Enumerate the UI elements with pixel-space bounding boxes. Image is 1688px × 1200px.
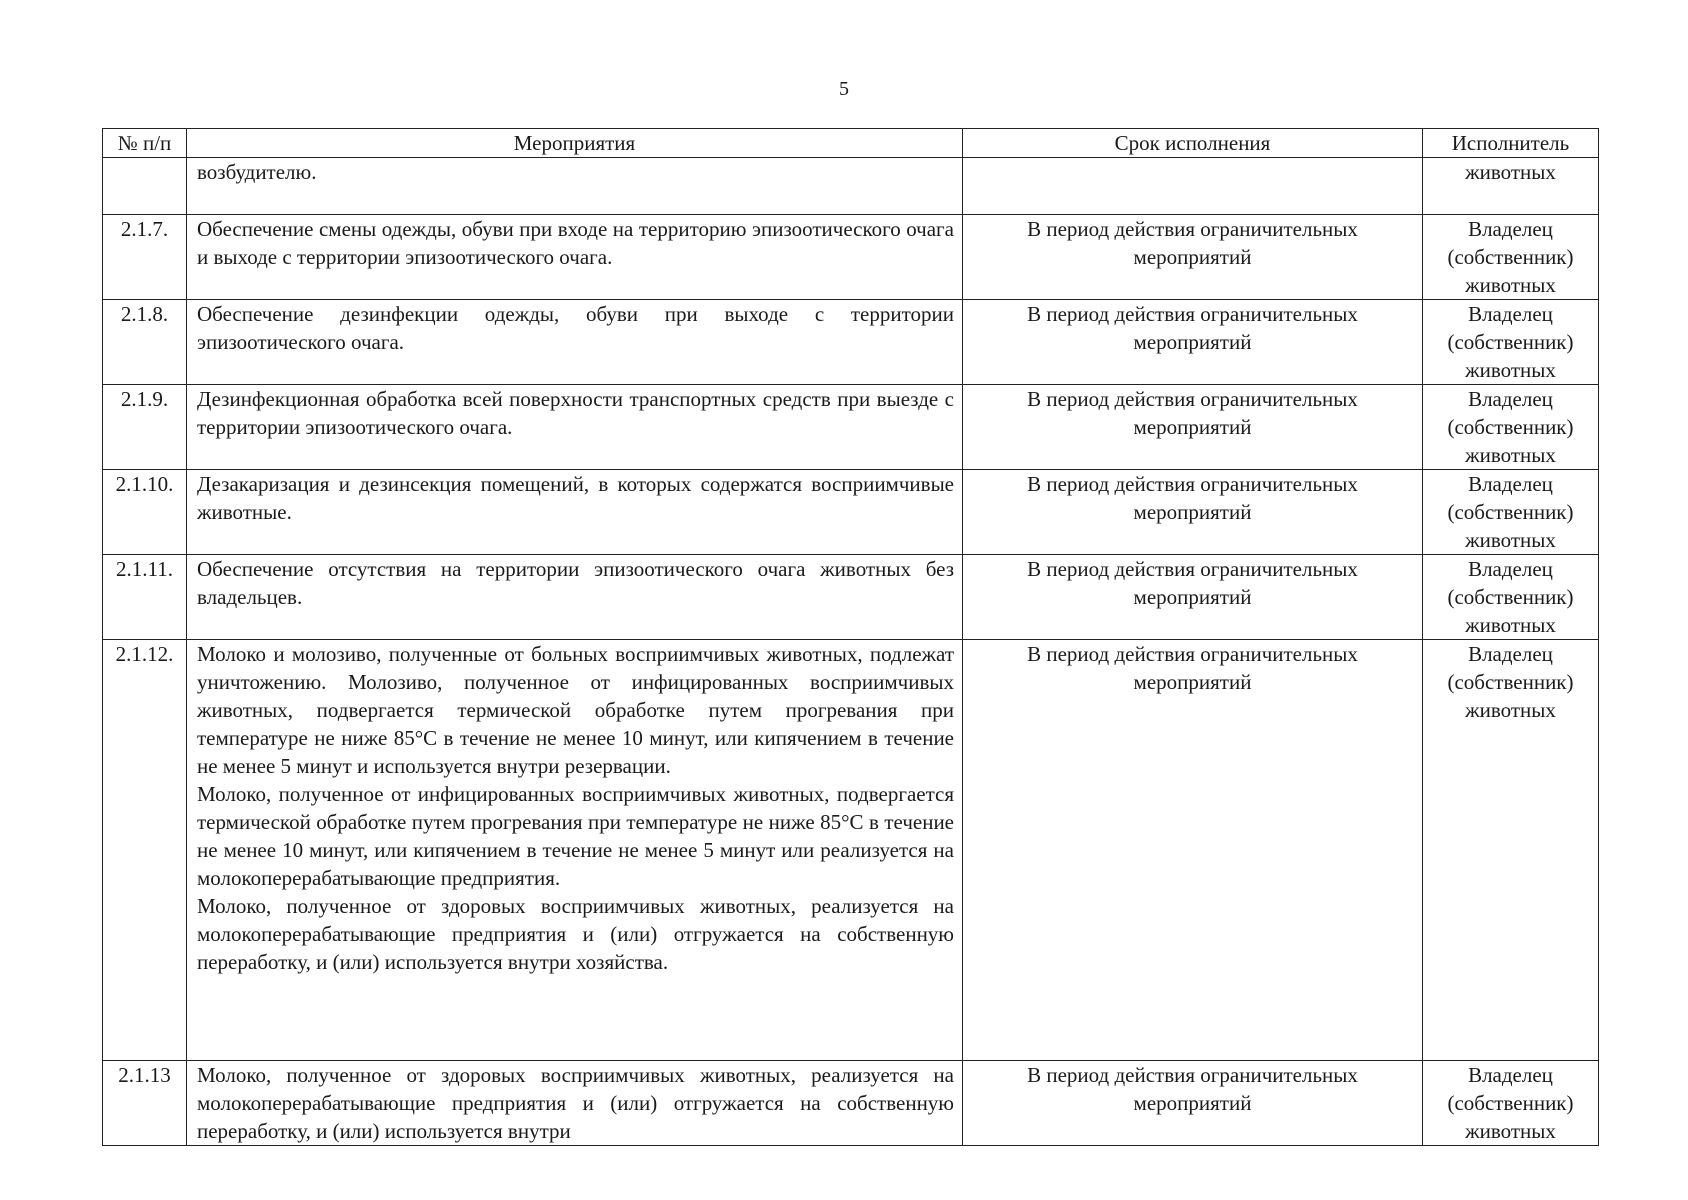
header-measures: Мероприятия <box>187 129 963 158</box>
row-executor-line: животных <box>1465 613 1556 637</box>
row-executor-line: животных <box>1465 273 1556 297</box>
row-measure <box>187 555 963 640</box>
row-term-line: В период действия ограничительных <box>1027 1063 1358 1087</box>
row-measure-paragraph: Молоко, полученное от инфицированных восприимчивых животных, подвергается термической обработке путем прогревания при температуре не ниже 85°С в течение не менее 10 минут, или кипячением в течение не менее 5 минут или реализуется на молокоперерабатывающие предприятия. <box>197 782 954 890</box>
row-term-line: В период действия ограничительных <box>1027 557 1358 581</box>
row-executor <box>1423 385 1599 470</box>
table-row <box>103 1061 1599 1146</box>
page-number: 5 <box>839 78 849 100</box>
row-term <box>963 158 1423 215</box>
row-measure <box>187 300 963 385</box>
row-measure-paragraph: Обеспечение дезинфекции одежды, обуви при выходе с территории эпизоотического очага. <box>197 302 954 354</box>
table-row <box>103 385 1599 470</box>
row-num: 2.1.12. <box>103 640 187 1061</box>
table-row <box>103 470 1599 555</box>
row-term <box>963 470 1423 555</box>
row-executor-line: Владелец <box>1468 472 1553 496</box>
row-term-line: мероприятий <box>1133 330 1252 354</box>
row-executor <box>1423 215 1599 300</box>
row-term-line: мероприятий <box>1133 585 1252 609</box>
row-term-line: мероприятий <box>1133 1091 1252 1115</box>
row-measure-paragraph: Обеспечение смены одежды, обуви при входе на территорию эпизоотического очага и выходе с территории эпизоотического очага. <box>197 217 954 269</box>
row-executor-line: (собственник) <box>1447 415 1574 439</box>
header-executor: Исполнитель <box>1423 129 1599 158</box>
row-executor-line: животных <box>1465 1119 1556 1143</box>
header-term: Срок исполнения <box>963 129 1423 158</box>
row-term-line: В период действия ограничительных <box>1027 387 1358 411</box>
table-row <box>103 215 1599 300</box>
row-measure <box>187 640 963 1061</box>
row-measure-paragraph: Молоко, полученное от здоровых восприимчивых животных, реализуется на молокоперерабатывающие предприятия и (или) отгружается на собственную переработку, и (или) используется внутри хозяйства. <box>197 894 954 974</box>
row-measure-paragraph: Молоко, полученное от здоровых восприимчивых животных, реализуется на молокоперерабатывающие предприятия и (или) отгружается на собственную переработку, и (или) используется внутри <box>197 1063 954 1143</box>
row-measure-paragraph: Молоко и молозиво, полученные от больных восприимчивых животных, подлежат уничтожению. Молозиво, полученное от инфицированных восприимчивых животных, подвергается термической обработке путем прогревания при температуре не ниже 85°С в течение не менее 10 минут, или кипячением в течение не менее 5 минут и используется внутри резервации. <box>197 642 954 778</box>
row-executor-line: (собственник) <box>1447 245 1574 269</box>
row-num <box>103 158 187 215</box>
row-executor-line: Владелец <box>1468 642 1553 666</box>
row-term-line: В период действия ограничительных <box>1027 302 1358 326</box>
row-num: 2.1.9. <box>103 385 187 470</box>
table-body <box>103 158 1599 1146</box>
row-executor <box>1423 555 1599 640</box>
row-executor-line: Владелец <box>1468 1063 1553 1087</box>
row-measure <box>187 470 963 555</box>
row-term-line: В период действия ограничительных <box>1027 642 1358 666</box>
table-header-row <box>103 129 1599 158</box>
row-term-line: мероприятий <box>1133 500 1252 524</box>
row-measure <box>187 1061 963 1146</box>
row-measure-text: возбудителю. <box>197 160 317 184</box>
row-executor-line: (собственник) <box>1447 500 1574 524</box>
row-term-line: мероприятий <box>1133 415 1252 439</box>
row-executor-line: (собственник) <box>1447 330 1574 354</box>
row-measure-paragraph: Дезинфекционная обработка всей поверхности транспортных средств при выезде с территории эпизоотического очага. <box>197 387 954 439</box>
row-executor-line: животных <box>1465 358 1556 382</box>
row-executor: животных <box>1423 158 1599 215</box>
row-term-line: мероприятий <box>1133 245 1252 269</box>
row-executor-line: (собственник) <box>1447 1091 1574 1115</box>
row-executor-line: (собственник) <box>1447 670 1574 694</box>
row-executor <box>1423 470 1599 555</box>
row-executor-line: Владелец <box>1468 302 1553 326</box>
table-row <box>103 555 1599 640</box>
row-term-line: В период действия ограничительных <box>1027 217 1358 241</box>
row-term <box>963 640 1423 1061</box>
row-executor-line: животных <box>1465 443 1556 467</box>
row-measure-paragraph: Дезакаризация и дезинсекция помещений, в которых содержатся восприимчивые животные. <box>197 472 954 524</box>
row-executor <box>1423 640 1599 1061</box>
row-executor-line: (собственник) <box>1447 585 1574 609</box>
row-term <box>963 385 1423 470</box>
row-term <box>963 300 1423 385</box>
row-measure-paragraph: Обеспечение отсутствия на территории эпизоотического очага животных без владельцев. <box>197 557 954 609</box>
table-row <box>103 640 1599 1061</box>
measures-table <box>102 128 1599 1146</box>
row-measure <box>187 385 963 470</box>
row-executor-line: Владелец <box>1468 557 1553 581</box>
row-term-line: В период действия ограничительных <box>1027 472 1358 496</box>
row-term-line: мероприятий <box>1133 670 1252 694</box>
row-measure <box>187 158 963 215</box>
row-num: 2.1.8. <box>103 300 187 385</box>
row-executor <box>1423 1061 1599 1146</box>
row-num: 2.1.10. <box>103 470 187 555</box>
row-num: 2.1.13 <box>103 1061 187 1146</box>
row-executor-line: животных <box>1465 528 1556 552</box>
row-executor-line: Владелец <box>1468 387 1553 411</box>
row-num: 2.1.11. <box>103 555 187 640</box>
row-executor-line: животных <box>1465 698 1556 722</box>
row-executor-line: Владелец <box>1468 217 1553 241</box>
row-measure <box>187 215 963 300</box>
row-num: 2.1.7. <box>103 215 187 300</box>
table-row-continuation <box>103 158 1599 215</box>
table-row <box>103 300 1599 385</box>
row-executor <box>1423 300 1599 385</box>
row-term <box>963 555 1423 640</box>
row-term <box>963 215 1423 300</box>
row-term <box>963 1061 1423 1146</box>
header-num: № п/п <box>103 129 187 158</box>
